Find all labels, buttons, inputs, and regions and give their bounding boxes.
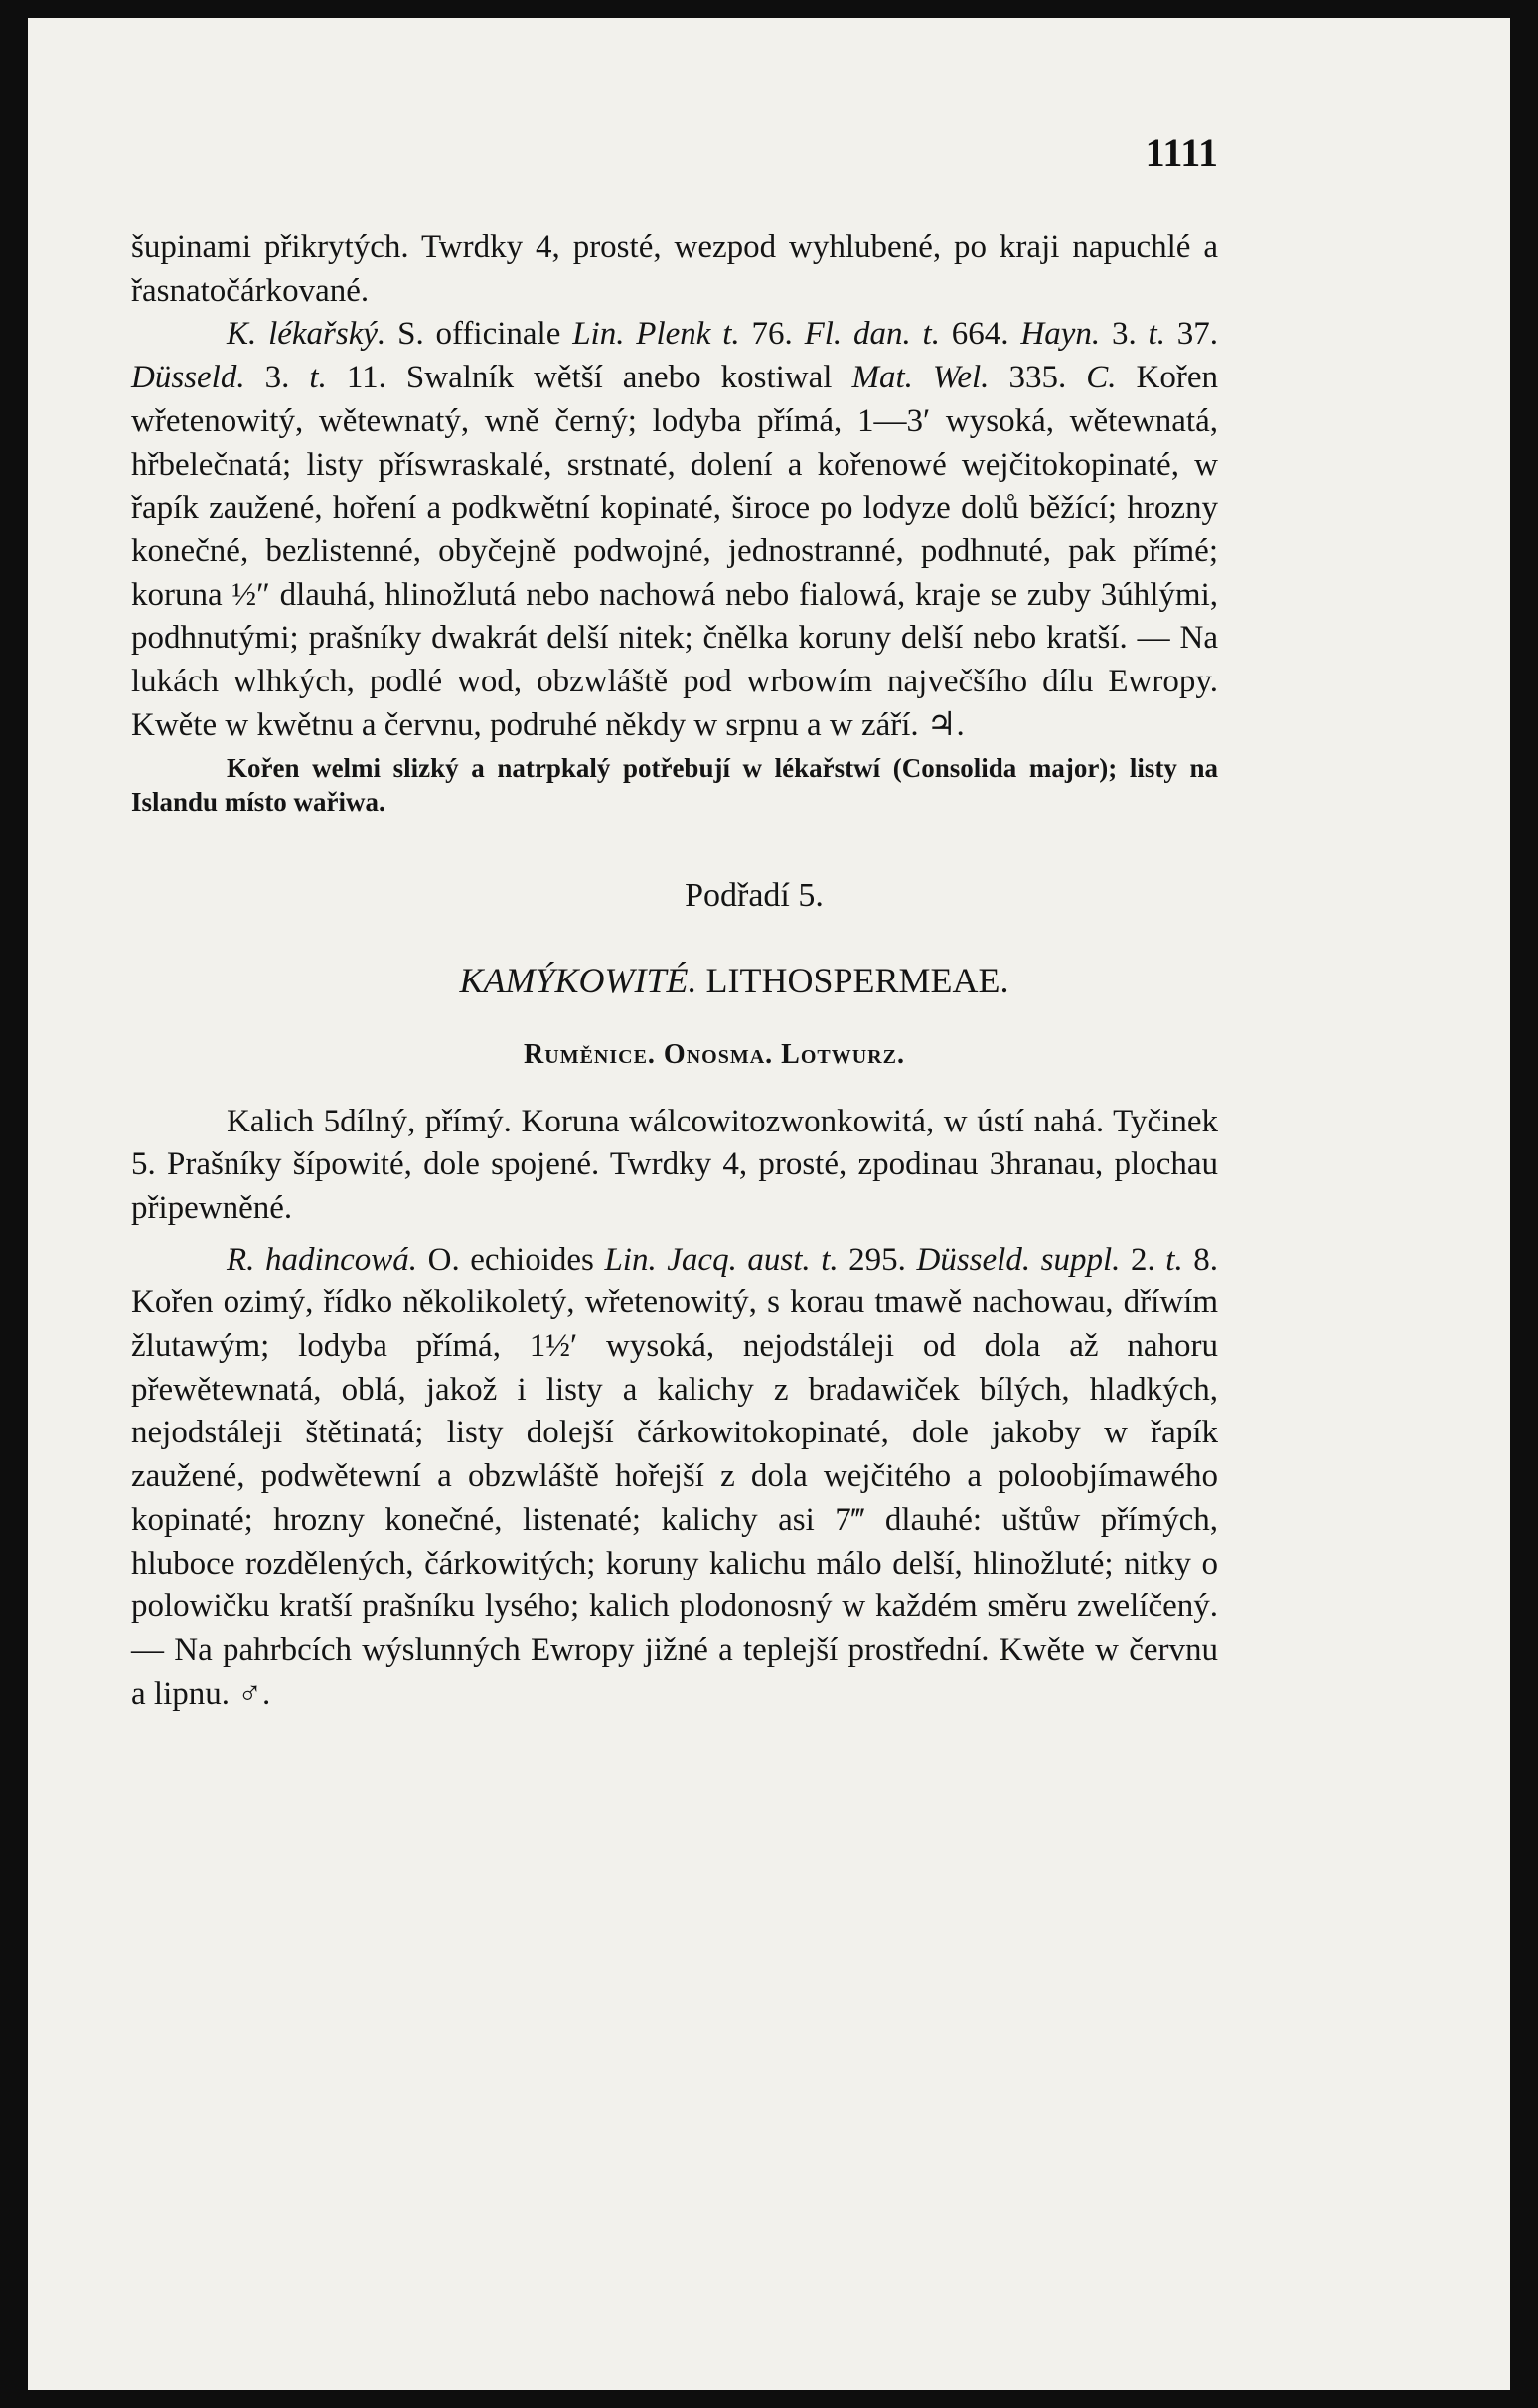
reference-number: 37.: [1164, 316, 1219, 353]
reference: Hayn.: [1020, 316, 1101, 353]
family-heading: [131, 960, 1218, 1003]
reference-number: 76.: [739, 316, 805, 353]
reference: t.: [309, 360, 327, 396]
reference-number: 3.: [244, 360, 310, 396]
genus-names: Ruměnice. Onosma. Lotwurz.: [524, 1038, 905, 1070]
page-content: [131, 226, 1218, 1716]
reference: C.: [1086, 360, 1117, 396]
reference: Lin. Jacq. aust. t.: [604, 1241, 839, 1278]
reference: Fl. dan. t.: [804, 316, 940, 353]
species-name: K. lékařský.: [227, 316, 386, 353]
species-description: Kořen wřetenowitý, wětewnatý, wně černý; lodyba přímá, 1—3′ wysoká, wětewnatá, hřbelečnatá; listy příswraskalé, srstnaté, dolení a kořenowé wejčitokopinaté, w řapík zaužené, hoření a podkwětní kopinaté, široce po lodyze dolů běžící; hrozny konečné, bezlistenné, obyčejně podwojné, jednostranné, podhnuté, pak přímé; koruna ½″ dlauhá, hlinožlutá nebo nachowá nebo fialowá, kraje se zuby 3úhlými, podhnutými; prašníky dwakrát delší nitek; čnělka koruny delší nebo kratší. — Na lukách wlhkých, podlé wod, obzwláště pod wrbowím največšího dílu Ewropy. Kwěte w kwětnu a červnu, podruhé někdy w srpnu a w září. ♃.: [131, 360, 1219, 743]
reference: Lin. Plenk t.: [572, 316, 740, 353]
species-description: 8. Kořen ozimý, řídko několikoletý, wřetenowitý, s korau tmawě nachowau, dříwím žlutawým; lodyba přímá, 1½′ wysoká, nejodstáleji od dola až nahoru přewětewnatá, oblá, jakož i listy a kalichy z bradawiček bílých, hladkých, nejodstáleji štětinatá; listy dolejší čárkowitokopinaté, dole jakoby w řapík zaužené, podwětewní a obzwláště hořejší z dola wejčitého a poloobjímawého kopinaté; hrozny konečné, listenaté; kalichy asi 7‴ dlauhé: uštůw přímých, hluboce rozdělených, čárkowitých; koruny kalichu málo delší, hlinožluté; nitky o polowičku kratší prašníku lysého; kalich plodonosný w každém směru zwelíčený. — Na pahrbcích wýslunných Ewropy jižné a teplejší prostřední. Kwěte w červnu a lipnu. ♂.: [131, 1241, 1219, 1712]
species-note: Kořen welmi slizký a natrpkalý potřebují w lékařstwí (Consolida major); listy na Islandu místo wařiwa.: [131, 753, 1218, 818]
species-name: R. hadincowá.: [227, 1241, 418, 1278]
reference-number: 335.: [989, 360, 1087, 396]
reference: t.: [1165, 1241, 1183, 1278]
reference: Düsseld. suppl.: [916, 1241, 1121, 1278]
reference-number: 2.: [1120, 1241, 1166, 1278]
reference-number: 664.: [939, 316, 1021, 353]
reference: Mat. Wel.: [851, 360, 990, 396]
latin-name: S. officinale: [385, 316, 573, 353]
reference-number: 295.: [838, 1241, 917, 1278]
suborder-heading: Podřadí 5.: [685, 877, 824, 915]
family-czech: KAMÝKOWITÉ.: [459, 961, 697, 1001]
paragraph-continuation: šupinami přikrytých. Twrdky 4, prosté, wezpod wyhlubené, po kraji napuchlé a řasnatočárkované.: [131, 229, 1218, 309]
species-entry-comfrey: [131, 313, 1218, 747]
reference-number: 3.: [1100, 316, 1149, 353]
genus-description: Kalich 5dílný, přímý. Koruna wálcowitozwonkowitá, w ústí nahá. Tyčinek 5. Prašníky šípowité, dole spojené. Twrdky 4, prosté, zpodinau 3hranau, plochau připewněné.: [131, 1103, 1218, 1226]
reference: Düsseld.: [131, 360, 245, 396]
family-latin: LITHOSPERMEAE.: [696, 961, 1009, 1001]
vernacular-names: 11. Swalník wětší anebo kostiwal: [326, 360, 852, 396]
species-entry-onosma: [131, 1239, 1218, 1717]
latin-name: O. echioides: [417, 1241, 605, 1278]
reference: t.: [1148, 316, 1165, 353]
page-sheet: [28, 18, 1510, 2390]
page-number: 1111: [1145, 130, 1218, 175]
